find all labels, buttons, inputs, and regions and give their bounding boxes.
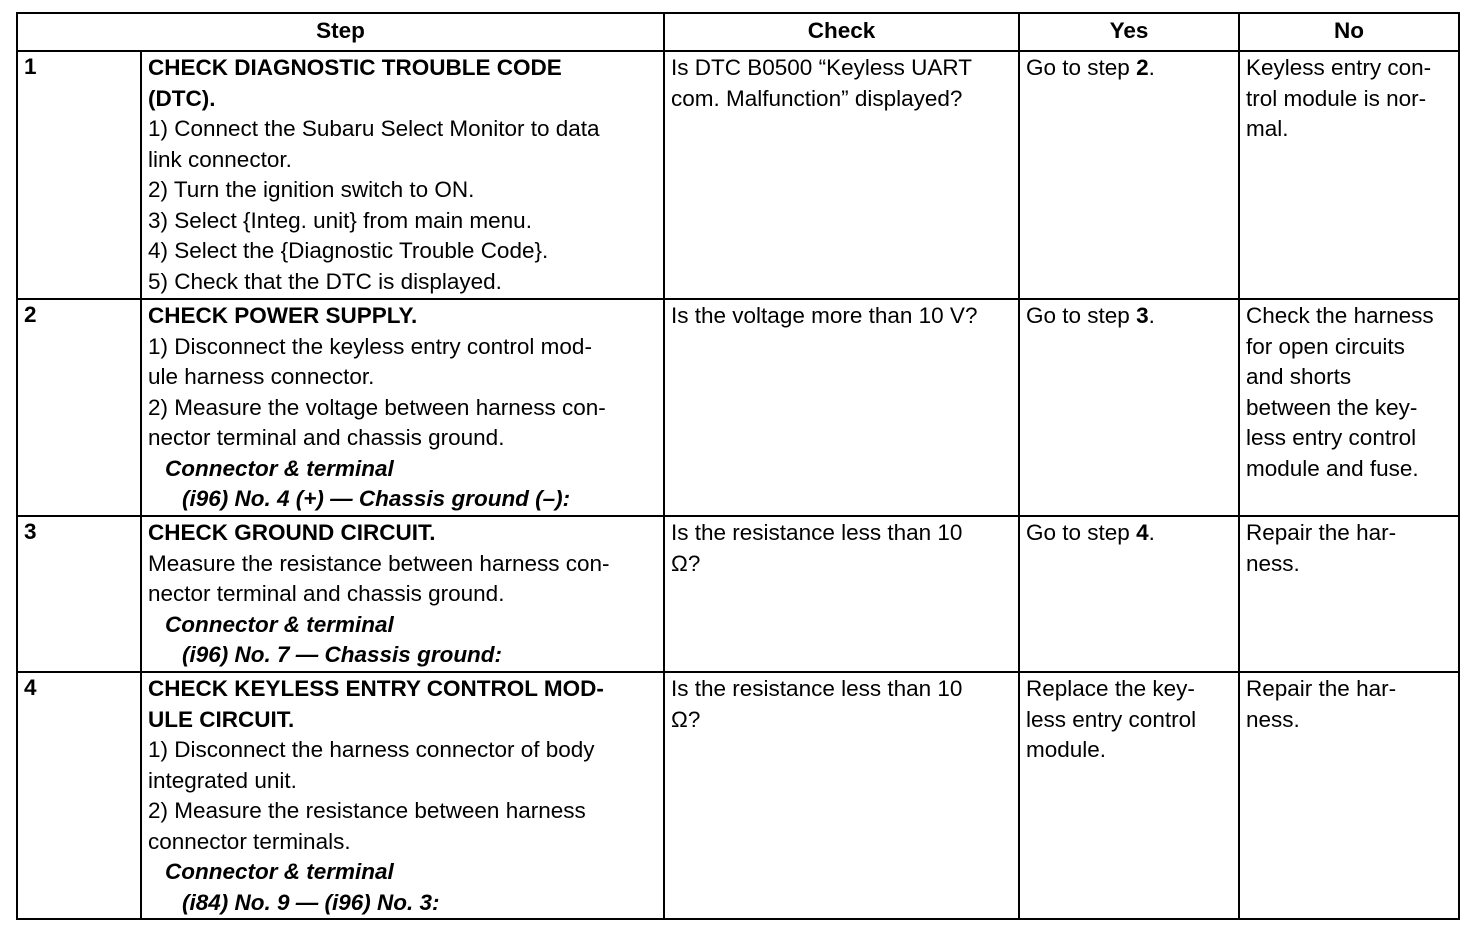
step-title: CHECK GROUND CIRCUIT. [148,520,436,545]
yes-action [1019,516,1239,672]
yes-goto-line [1026,301,1232,332]
step-title: ULE CIRCUIT. [148,706,295,732]
step-instructions [141,299,664,516]
yes-line: less entry control [1026,706,1197,732]
yes-action [1019,672,1239,919]
no-column-header: No [1239,13,1459,51]
yes-goto-suffix: . [1148,303,1155,328]
step-text-line: link connector. [148,146,292,172]
yes-action [1019,51,1239,299]
check-line: Ω? [671,706,701,732]
table-row [17,672,1459,919]
step-title: CHECK DIAGNOSTIC TROUBLE CODE [148,55,562,80]
check-line: Is the voltage more than 10 V? [671,303,978,328]
step-text-line: 1) Connect the Subaru Select Monitor to data [148,116,600,141]
no-action [1239,51,1459,299]
no-line: between the key- [1246,394,1418,420]
step-number: 3 [17,516,141,672]
no-line: for open circuits [1246,333,1405,359]
step-text-line: integrated unit. [148,767,297,793]
no-action [1239,672,1459,919]
check-column-header: Check [664,13,1019,51]
connector-terminal-label: Connector & terminal [165,455,394,481]
yes-action [1019,299,1239,516]
check-question [664,299,1019,516]
check-line: Is the resistance less than 10 [671,520,963,545]
yes-goto-suffix: . [1148,520,1155,545]
step-title: (DTC). [148,85,216,111]
check-question [664,516,1019,672]
yes-goto-prefix: Go to step [1026,520,1137,545]
step-text-line: 1) Disconnect the harness connector of body [148,737,595,762]
connector-terminal-label: Connector & terminal [165,611,394,637]
step-text-line: Measure the resistance between harness con- [148,550,610,576]
step-number: 1 [17,51,141,299]
step-instructions [141,672,664,919]
yes-line: module. [1026,737,1107,762]
diagnostic-procedure-table [16,12,1460,920]
yes-line: Replace the key- [1026,676,1195,701]
check-line: com. Malfunction” displayed? [671,85,963,111]
step-text-line: 3) Select {Integ. unit} from main menu. [148,207,532,233]
connector-terminal-value: (i96) No. 7 — Chassis ground: [182,642,503,667]
yes-column-header: Yes [1019,13,1239,51]
no-line: module and fuse. [1246,455,1419,481]
yes-goto-step-number: 2 [1136,55,1149,80]
yes-goto-prefix: Go to step [1026,55,1137,80]
no-line: mal. [1246,116,1289,141]
step-number: 2 [17,299,141,516]
check-line: Ω? [671,550,701,576]
step-text-line: 2) Measure the resistance between harness [148,798,586,823]
table-row [17,516,1459,672]
step-text-line: 2) Turn the ignition switch to ON. [148,177,475,202]
no-action [1239,299,1459,516]
step-number: 4 [17,672,141,919]
step-column-header: Step [17,13,664,51]
no-line: trol module is nor- [1246,85,1427,111]
no-line: Keyless entry con- [1246,55,1432,80]
step-title: CHECK POWER SUPPLY. [148,303,418,328]
no-line: Repair the har- [1246,676,1397,701]
table-header-row [17,13,1459,51]
no-line: and shorts [1246,364,1352,389]
check-line: Is the resistance less than 10 [671,676,963,701]
step-title: CHECK KEYLESS ENTRY CONTROL MOD- [148,676,604,701]
step-instructions [141,516,664,672]
check-question [664,51,1019,299]
check-question [664,672,1019,919]
connector-terminal-label: Connector & terminal [165,859,394,884]
step-text-line: nector terminal and chassis ground. [148,581,505,606]
connector-terminal-value: (i96) No. 4 (+) — Chassis ground (–): [182,486,571,511]
no-line: Check the harness [1246,303,1434,328]
step-text-line: 4) Select the {Diagnostic Trouble Code}. [148,238,549,263]
yes-goto-step-number: 4 [1136,520,1149,545]
table-row [17,51,1459,299]
no-action [1239,516,1459,672]
step-instructions [141,51,664,299]
step-text-line: connector terminals. [148,828,351,854]
yes-goto-line [1026,518,1232,549]
no-line: less entry control [1246,425,1417,450]
no-line: ness. [1246,550,1300,576]
no-line: Repair the har- [1246,520,1397,545]
yes-goto-prefix: Go to step [1026,303,1137,328]
yes-goto-step-number: 3 [1136,303,1149,328]
check-line: Is DTC B0500 “Keyless UART [671,55,972,80]
step-text-line: ule harness connector. [148,364,375,389]
step-text-line: 2) Measure the voltage between harness con- [148,394,606,420]
connector-terminal-value: (i84) No. 9 — (i96) No. 3: [182,889,440,915]
table-row [17,299,1459,516]
step-text-line: nector terminal and chassis ground. [148,425,505,450]
step-text-line: 5) Check that the DTC is displayed. [148,268,502,294]
no-line: ness. [1246,706,1300,732]
yes-goto-suffix: . [1148,55,1155,80]
step-text-line: 1) Disconnect the keyless entry control mod- [148,333,592,359]
yes-goto-line [1026,53,1232,84]
